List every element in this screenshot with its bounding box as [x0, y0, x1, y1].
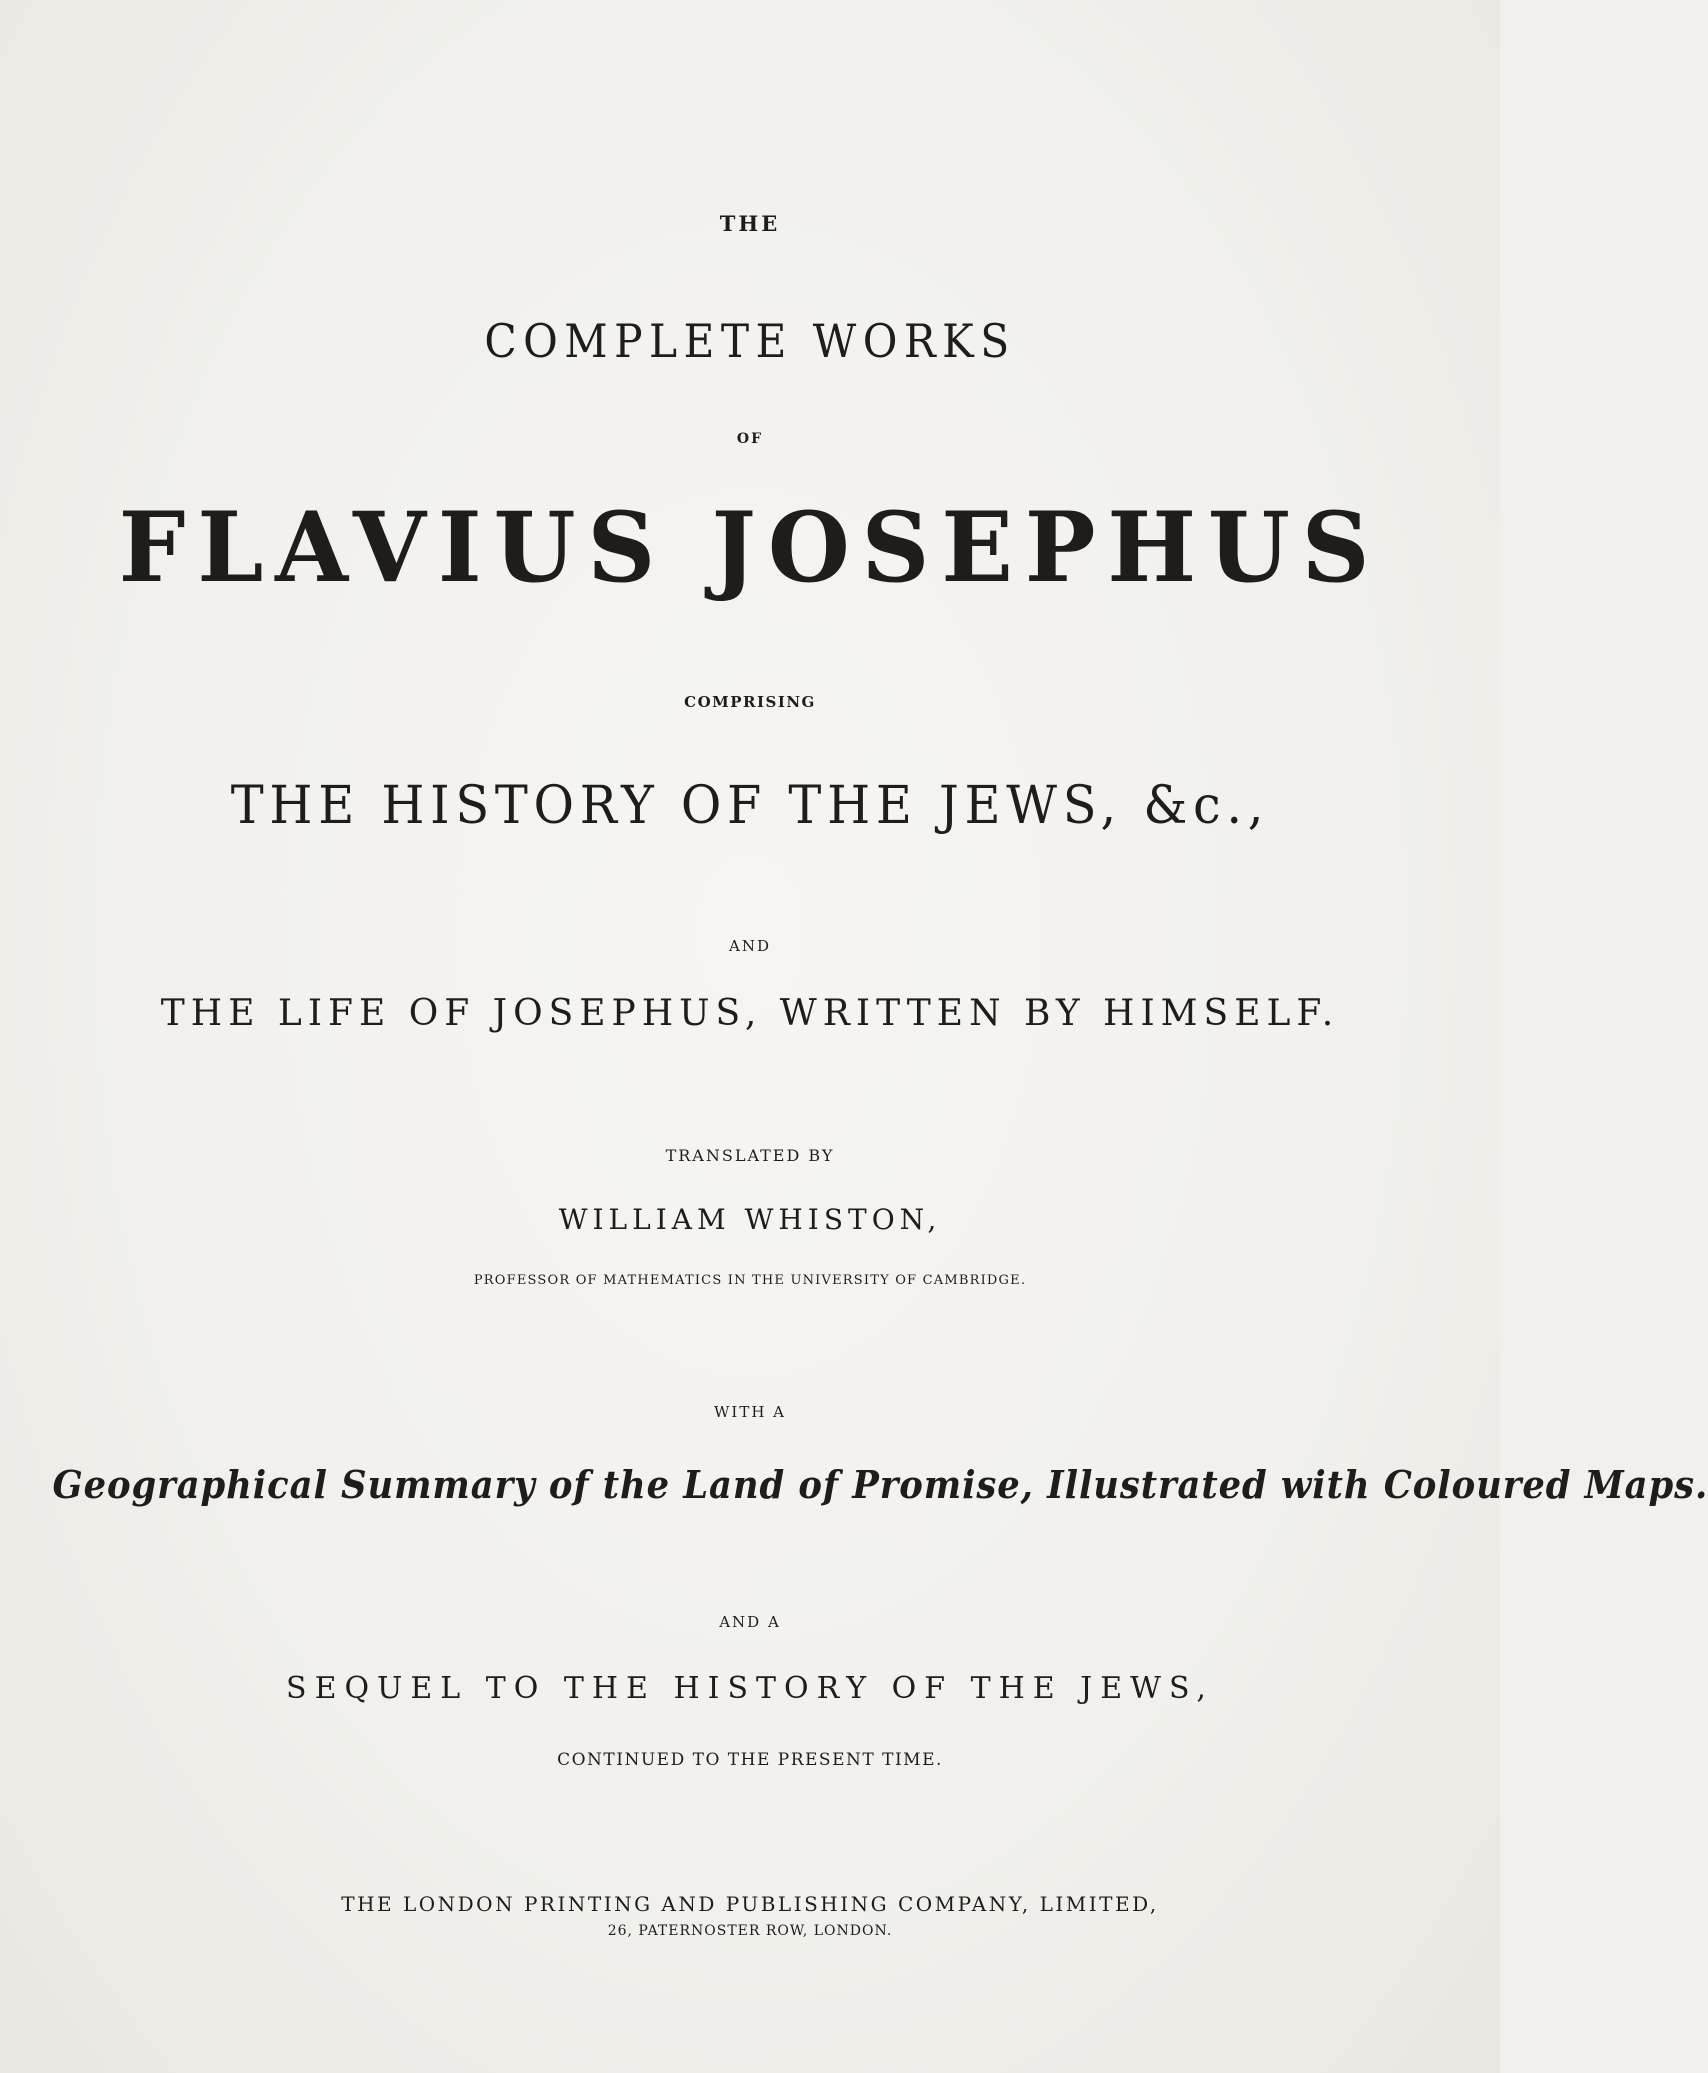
with-a-label: WITH A [713, 1403, 787, 1421]
life-of-josephus: THE LIFE OF JOSEPHUS, WRITTEN BY HIMSELF. [160, 993, 1340, 1034]
and-a-label: AND A [719, 1613, 781, 1631]
translated-by-label: TRANSLATED BY [665, 1146, 835, 1165]
and-label: AND [729, 937, 771, 955]
sequel-title: SEQUEL TO THE HISTORY OF THE JEWS, [286, 1671, 1214, 1706]
title-complete-works: COMPLETE WORKS [484, 314, 1016, 368]
publisher-name: THE LONDON PRINTING AND PUBLISHING COMPANY, LIMITED, [341, 1892, 1159, 1916]
title-the: THE [719, 211, 781, 236]
author-name: FLAVIUS JOSEPHUS [118, 491, 1382, 604]
geographical-summary: Geographical Summary of the Land of Promise, Illustrated with Coloured Maps. [52, 1462, 1708, 1507]
title-of: OF [736, 431, 764, 447]
translator-name: WILLIAM WHISTON, [558, 1203, 942, 1236]
publisher-address: 26, PATERNOSTER ROW, LONDON. [607, 1923, 893, 1939]
history-of-the-jews: THE HISTORY OF THE JEWS, &c., [230, 776, 1270, 836]
translator-title: PROFESSOR OF MATHEMATICS IN THE UNIVERSITY OF CAMBRIDGE. [473, 1273, 1027, 1288]
comprising-label: COMPRISING [684, 693, 816, 711]
continued-label: CONTINUED TO THE PRESENT TIME. [557, 1750, 943, 1770]
